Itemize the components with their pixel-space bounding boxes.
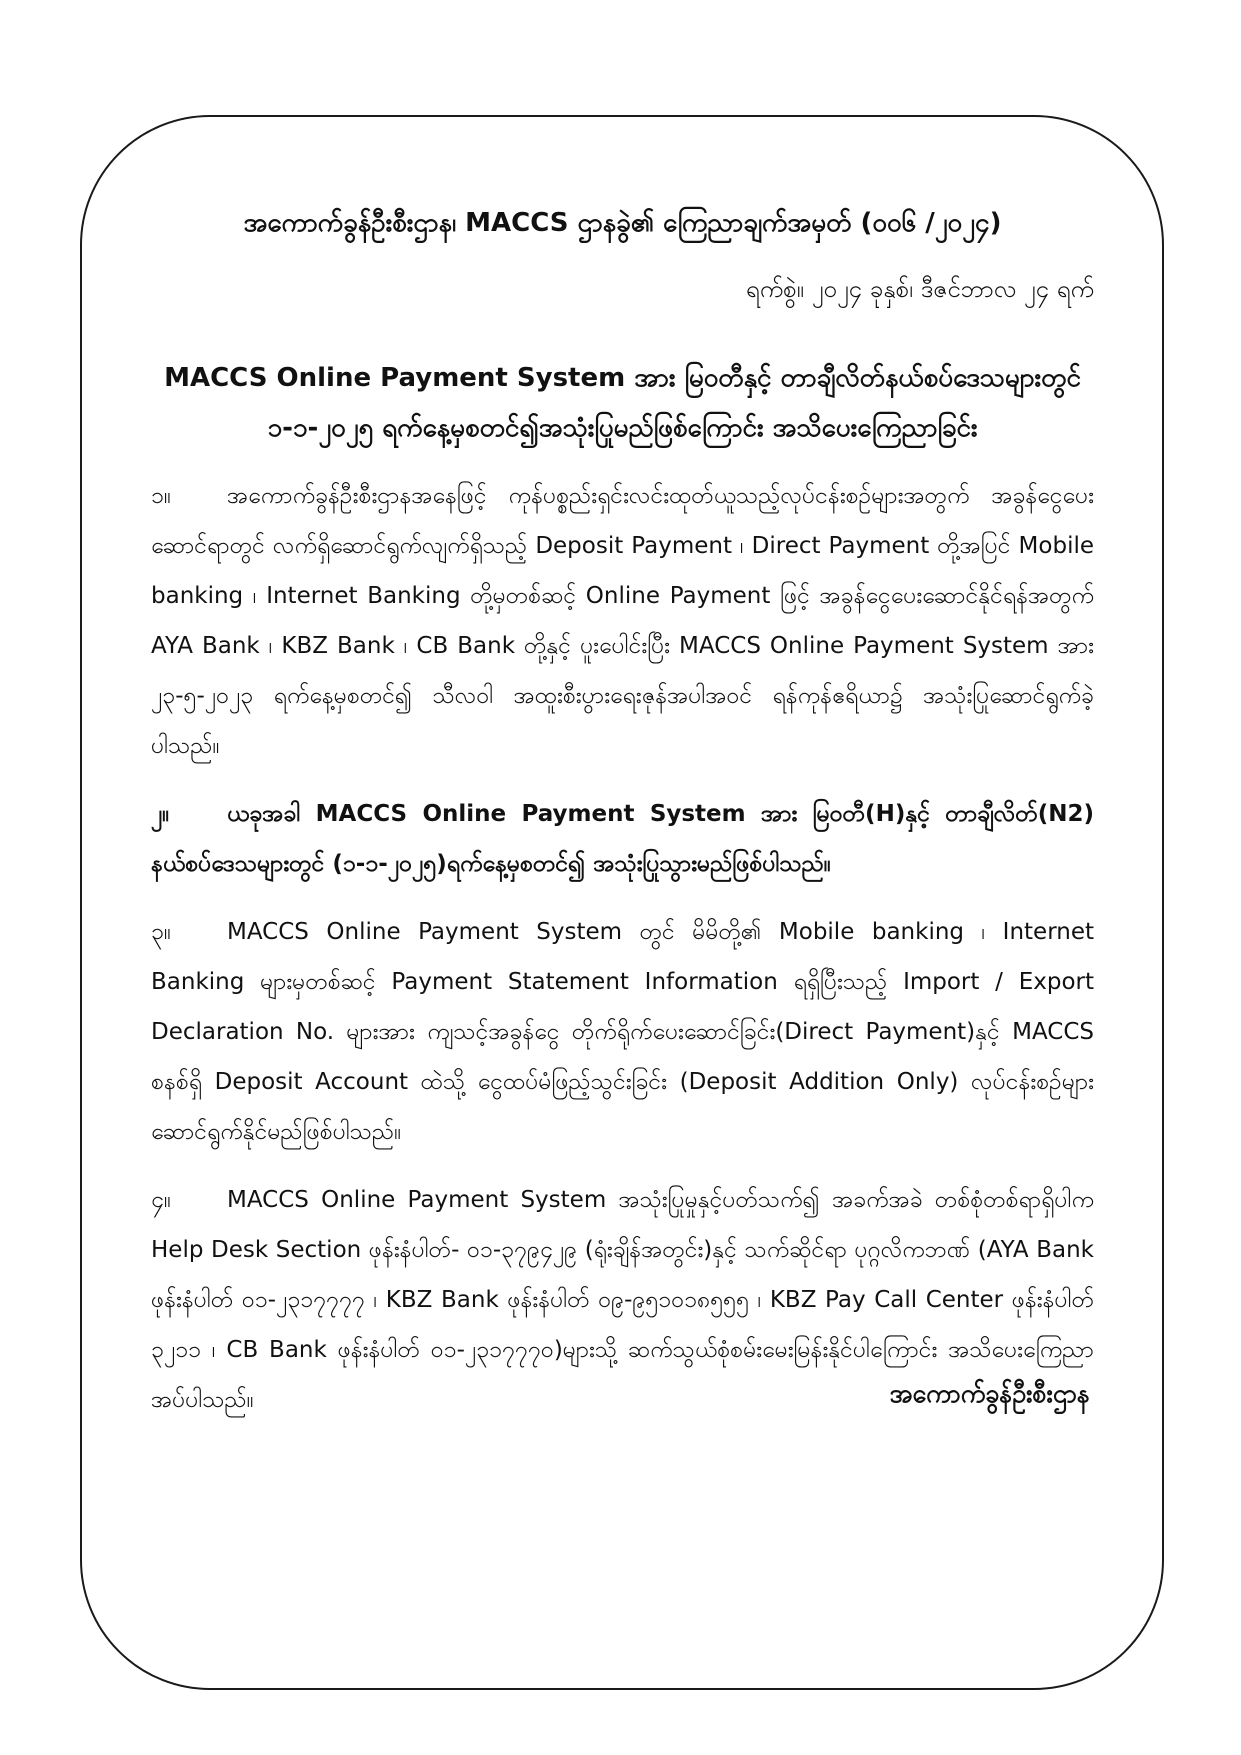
paragraph-2 (151, 789, 1094, 889)
paragraph-number: ၁။ (151, 483, 171, 509)
announcement-main-title (151, 353, 1094, 453)
paragraph-number: ၃။ (151, 919, 171, 945)
paragraph-3 (151, 907, 1094, 1157)
paragraph-text: ယခုအခါ MACCS Online Payment System အား မြဝတီ(H)နှင့် တာချီလိတ်(N2) နယ်စပ်ဒေသများတွင် (၁-၁-၂၀၂၅)ရက်နေ့မှစတင်၍ အသုံးပြုသွားမည်ဖြစ်ပါသည်။ (151, 801, 1094, 877)
paragraph-text: MACCS Online Payment System တွင် မိမိတို့၏ Mobile banking ၊ Internet Banking များမှတစ်ဆင့် Payment Statement Information ရရှိပြီးသည့် Import / Export Declaration No. များအား ကျသင့်အခွန်ငွေ တိုက်ရိုက်ပေးဆောင်ခြင်း(Direct Payment)နှင့် MACCS စနစ်ရှိ Deposit Account ထဲသို့ ငွေထပ်မံဖြည့်သွင်းခြင်း (Deposit Addition Only) လုပ်ငန်းစဉ်များ ဆောင်ရွက်နိုင်မည်ဖြစ်ပါသည်။ (151, 919, 1094, 1145)
main-title-line-1: MACCS Online Payment System အား မြဝတီနှင့် တာချီလိတ်နယ်စပ်ဒေသများတွင် (164, 363, 1081, 393)
issuer-signature: အကောက်ခွန်ဦးစီးဌာန (889, 1379, 1090, 1408)
paragraph-text: MACCS Online Payment System အသုံးပြုမှုနှင့်ပတ်သက်၍ အခက်အခဲ တစ်စုံတစ်ရာရှိပါက Help Desk Section ဖုန်းနံပါတ်- ၀၁-၃၇၉၄၂၉ (ရုံးချိန်အတွင်း)နှင့် သက်ဆိုင်ရာ ပုဂ္ဂလိကဘဏ် (AYA Bank ဖုန်းနံပါတ် ၀၁-၂၃၁၇၇၇၇ ၊ KBZ Bank ဖုန်းနံပါတ် ၀၉-၉၅၁၀၁၈၅၅၅ ၊ KBZ Pay Call Center ဖုန်းနံပါတ် ၃၂၁၁ ၊ CB Bank ဖုန်းနံပါတ် ၀၁-၂၃၁၇၇၇၀)များသို့ ဆက်သွယ်စုံစမ်းမေးမြန်းနိုင်ပါကြောင်း အသိပေးကြေညာအပ်ပါသည်။ (151, 1187, 1094, 1413)
main-title-line-2: ၁-၁-၂၀၂၅ ရက်နေ့မှစတင်၍အသုံးပြုမည်ဖြစ်ကြောင်း အသိပေးကြေညာခြင်း (267, 413, 978, 443)
paragraph-text: အကောက်ခွန်ဦးစီးဌာနအနေဖြင့် ကုန်ပစ္စည်းရှင်းလင်းထုတ်ယူသည့်လုပ်ငန်းစဉ်များအတွက် အခွန်ငွေပေးဆောင်ရာတွင် လက်ရှိဆောင်ရွက်လျက်ရှိသည့် Deposit Payment ၊ Direct Payment တို့အပြင် Mobile banking ၊ Internet Banking တို့မှတစ်ဆင့် Online Payment ဖြင့် အခွန်ငွေပေးဆောင်နိုင်ရန်အတွက် AYA Bank ၊ KBZ Bank ၊ CB Bank တို့နှင့် ပူးပေါင်းပြီး MACCS Online Payment System အား ၂၃-၅-၂၀၂၃ ရက်နေ့မှစတင်၍ သီလဝါ အထူးစီးပွားရေးဇုန်အပါအဝင် ရန်ကုန်ဧရိယာ၌ အသုံးပြုဆောင်ရွက်ခဲ့ပါသည်။ (151, 483, 1095, 759)
paragraph-number: ၂။ (151, 801, 170, 827)
announcement-body (151, 205, 1094, 1425)
paragraph-number: ၄။ (151, 1187, 171, 1213)
paragraph-1 (151, 471, 1094, 771)
announcement-date: ရက်စွဲ။ ၂၀၂၄ ခုနှစ်၊ ဒီဇင်ဘာလ ၂၄ ရက် (745, 275, 1094, 303)
announcement-header-title: အကောက်ခွန်ဦးစီးဌာန၊ MACCS ဌာနခွဲ၏ ကြေညာချက်အမှတ် (၀၀၆ /၂၀၂၄) (243, 208, 1002, 238)
